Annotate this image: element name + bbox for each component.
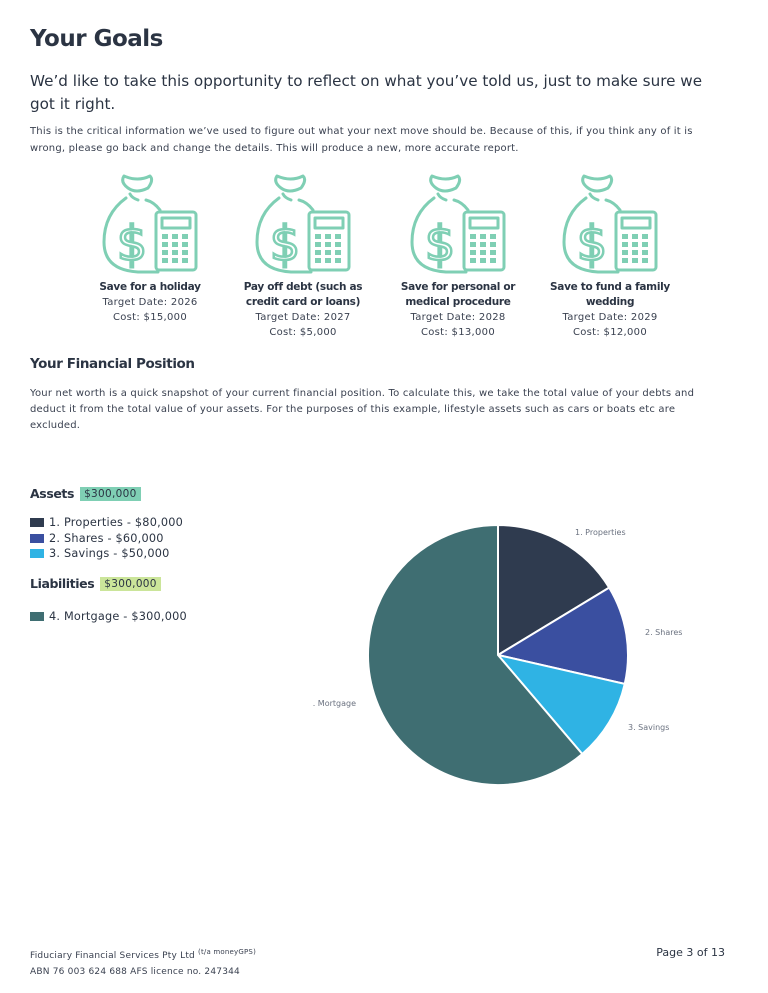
goal-cost: Cost: $15,000: [112, 312, 188, 323]
liabilities-heading: [30, 576, 161, 591]
footer-abn: ABN 76 003 624 688 AFS licence no. 247344: [30, 967, 240, 977]
svg-text:$: $: [116, 216, 148, 272]
legend-item: [30, 609, 187, 625]
svg-text:$: $: [269, 216, 301, 272]
goal-target-date: Target Date: 2027: [255, 312, 351, 323]
legend-swatch: [30, 549, 44, 558]
goal-cost: Cost: $5,000: [269, 327, 337, 338]
legend-item: [30, 546, 183, 562]
legend-label: 4. Mortgage - $300,000: [49, 610, 187, 624]
pie-slice-label: . Mortgage: [312, 699, 356, 708]
goals-row: [70, 170, 690, 340]
legend-swatch: [30, 518, 44, 527]
legend-swatch: [30, 534, 44, 543]
goal-cost: Cost: $12,000: [572, 327, 648, 338]
legend-label: 2. Shares - $60,000: [49, 531, 164, 545]
intro-body: This is the critical information we’ve used to figure out what your next move should be. Because of this, if you think any of it is wrong, please go back and change the details. This will produce a new, more accurate report.: [30, 126, 693, 154]
goal-target-date: Target Date: 2029: [562, 312, 658, 323]
goal-name: Save to fund a family wedding: [550, 281, 670, 308]
intro-lead: We’d like to take this opportunity to reflect on what you’ve told us, just to make sure we got it right.: [30, 72, 703, 113]
net-worth-pie-chart: [290, 500, 710, 810]
legend-swatch: [30, 612, 44, 621]
page-number: Page 3 of 13: [656, 946, 725, 959]
svg-text:$: $: [424, 216, 456, 272]
liabilities-title: Liabilities: [30, 576, 95, 591]
goal-name: Pay off debt (such as credit card or loans): [243, 281, 363, 308]
liabilities-legend: [30, 609, 187, 625]
goal-card: [223, 170, 383, 340]
footer-company: [30, 944, 256, 980]
financial-position-heading: Your Financial Position: [30, 356, 195, 372]
goal-cost: Cost: $13,000: [420, 327, 496, 338]
pie-slice-label: 3. Savings: [628, 723, 670, 732]
goal-target-date: Target Date: 2026: [102, 297, 198, 308]
money-bag-calculator-icon: [406, 170, 510, 278]
assets-heading: [30, 486, 141, 501]
svg-text:$: $: [576, 216, 608, 272]
footer-trading-as: (t/a moneyGPS): [198, 948, 257, 956]
legend-item: [30, 515, 183, 531]
pie-slice-label: 1. Properties: [575, 528, 626, 537]
legend-label: 3. Savings - $50,000: [49, 547, 170, 561]
goal-target-date: Target Date: 2028: [410, 312, 506, 323]
liabilities-total-badge: $300,000: [100, 577, 161, 591]
legend-label: 1. Properties - $80,000: [49, 516, 184, 530]
goal-name: Save for personal or medical procedure: [400, 281, 516, 308]
assets-title: Assets: [30, 486, 75, 501]
money-bag-calculator-icon: [98, 170, 202, 278]
page-title: Your Goals: [30, 26, 163, 52]
footer-company-name: Fiduciary Financial Services Pty Ltd: [30, 951, 195, 961]
money-bag-calculator-icon: [558, 170, 662, 278]
pie-slice-label: 2. Shares: [645, 628, 683, 637]
goal-card: [70, 170, 230, 325]
assets-total-badge: $300,000: [80, 487, 141, 501]
goal-card: [530, 170, 690, 340]
legend-item: [30, 531, 183, 547]
financial-position-body: Your net worth is a quick snapshot of your current financial position. To calculate this, we take the total value of your debts and deduct it from the total value of your assets. For the purposes of this example, lifestyle assets such as cars or boats etc are excluded.: [30, 388, 695, 431]
goal-name: Save for a holiday: [99, 281, 201, 293]
money-bag-calculator-icon: [251, 170, 355, 278]
goal-card: [378, 170, 538, 340]
assets-legend: [30, 515, 183, 562]
